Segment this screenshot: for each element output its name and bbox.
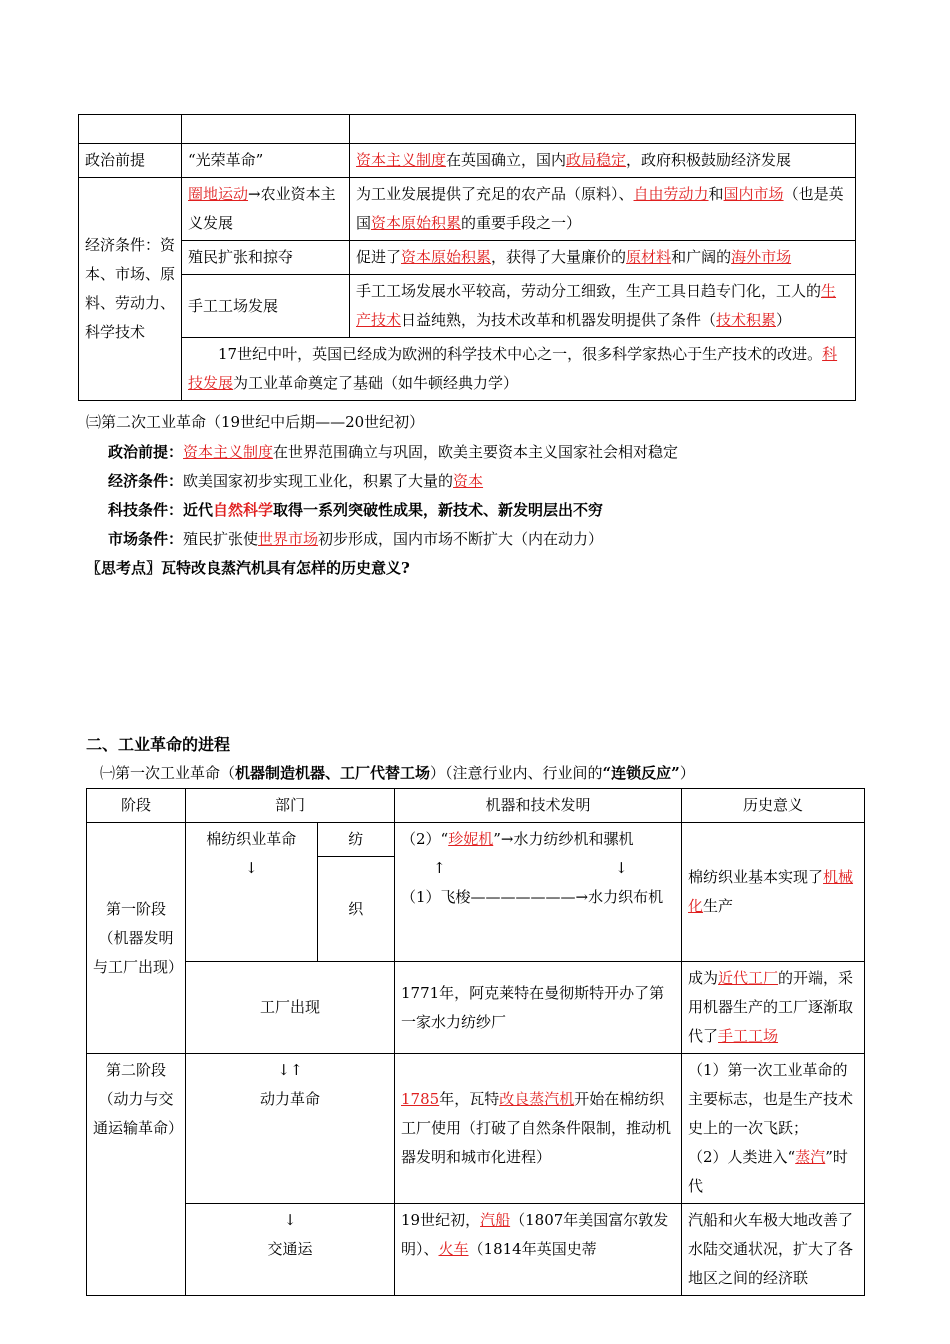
factory-invention: 1771年，阿克莱特在曼彻斯特开办了第一家水力纺纱厂 — [395, 962, 682, 1054]
key-term: 海外市场 — [731, 248, 792, 266]
text-run: 手工工场发展水平较高，劳动分工细致，生产工具日趋专门化，工人的 — [356, 282, 822, 300]
process-table — [86, 788, 865, 1296]
text-run: →农业资本主义发展 — [188, 185, 336, 232]
text-run: 在英国确立，国内 — [446, 151, 567, 169]
text-run: （2）人类进入“ — [688, 1148, 796, 1166]
text-run: （1814年英国史蒂 — [468, 1240, 597, 1258]
item-text — [183, 472, 483, 490]
text-run: 殖民扩张和掠夺 — [188, 248, 294, 266]
key-term: 资本原始积累 — [371, 214, 462, 232]
power-dept — [186, 1054, 395, 1204]
invention-line1 — [401, 825, 675, 854]
stage-two: 第二阶段（动力与交通运输革命） — [87, 1054, 186, 1296]
key-term: 1785 — [401, 1090, 440, 1108]
key-term: 蒸汽 — [795, 1148, 826, 1166]
text-run: 棉纺织业基本实现了 — [688, 868, 824, 886]
key-term: 政局稳定 — [566, 151, 627, 169]
power-label: 动力革命 — [259, 1090, 320, 1108]
market-condition — [108, 525, 603, 554]
text-run: ㈠第一次工业革命（ — [100, 764, 236, 782]
item-text — [183, 501, 603, 519]
key-term: 近代工厂 — [718, 969, 779, 987]
down-arrow-icon: ↓ — [615, 859, 628, 877]
economic-label: 经济条件：资本、市场、原料、劳动力、科学技术 — [79, 178, 182, 401]
item-text — [183, 443, 678, 461]
transport-dept — [186, 1204, 395, 1296]
political-premise — [108, 438, 678, 467]
transport-meaning: 汽船和火车极大地改善了水陆交通状况，扩大了各地区之间的经济联 — [682, 1204, 865, 1296]
text-run: “连锁反应” — [602, 764, 680, 782]
key-term: 自然科学 — [213, 501, 274, 519]
text-run: 为工业革命奠定了基础（如牛顿经典力学） — [233, 374, 519, 392]
key-term: 科技发展 — [188, 345, 838, 392]
section-title: 二、工业革命的进程 — [86, 735, 231, 754]
cotton-invention — [395, 823, 682, 962]
factory-meaning — [682, 962, 865, 1054]
text-run: 和 — [708, 185, 724, 203]
key-term: 火车 — [438, 1240, 469, 1258]
stage-one: 第一阶段（机器发明与工厂出现） — [87, 823, 186, 1054]
colonial-cause — [182, 241, 350, 275]
text-run: ，获得了大量廉价的 — [491, 248, 627, 266]
key-term: 资本主义制度 — [183, 443, 274, 461]
header-cell — [182, 115, 350, 144]
item-label: 经济条件： — [108, 472, 184, 490]
header-department: 部门 — [186, 789, 395, 823]
header-meaning: 历史意义 — [682, 789, 865, 823]
text-run: （2）“ — [401, 830, 449, 848]
key-term: 手工工场 — [718, 1027, 779, 1045]
second-revolution-heading: ㈢第二次工业革命（19世纪中后期——20世纪初） — [86, 413, 425, 431]
key-term: 世界市场 — [258, 530, 319, 548]
down-arrow-icon: ↓ — [244, 859, 258, 877]
key-term: 国内市场 — [723, 185, 784, 203]
header-invention: 机器和技术发明 — [395, 789, 682, 823]
text-run: ，政府积极鼓励经济发展 — [626, 151, 792, 169]
text-run: 近代 — [183, 501, 214, 519]
text-run: ） — [679, 764, 695, 782]
text-run: ） — [776, 311, 792, 329]
text-run: 日益纯熟，为技术改革和机器发明提供了条件（ — [401, 311, 717, 329]
text-run: 机器制造机器、工厂代替工场 — [235, 764, 431, 782]
science-desc — [182, 338, 856, 401]
text-run: 为工业发展提供了充足的农产品（原料）、 — [356, 185, 634, 203]
text-run: 开始在棉纺织工厂使用（打破了自然条件限制，推动机器发明和城市化进程） — [401, 1090, 672, 1166]
key-term: 汽船 — [480, 1211, 511, 1229]
colonial-desc — [350, 241, 856, 275]
text-run: 年，瓦特 — [439, 1090, 500, 1108]
text-run: 和广阔的 — [671, 248, 732, 266]
political-cause: “光荣革命” — [182, 144, 350, 178]
item-label: 科技条件： — [108, 501, 184, 519]
header-stage: 阶段 — [87, 789, 186, 823]
power-meaning — [682, 1054, 865, 1204]
text-run: 手工工场发展 — [188, 296, 279, 315]
key-term: 生产技术 — [356, 282, 837, 329]
text-run: ”→水力纺纱机和骡机 — [493, 830, 634, 848]
key-term: 资本 — [453, 472, 484, 490]
enclosure-cause — [182, 178, 350, 241]
weave-cell: 织 — [317, 857, 394, 962]
key-term: 改良蒸汽机 — [499, 1090, 575, 1108]
up-arrow-icon: ↑ — [433, 859, 446, 877]
text-run: ”时代 — [688, 1148, 848, 1195]
text-run: 欧美国家初步实现工业化，积累了大量的 — [183, 472, 454, 490]
text-run: 取得一系列突破性成果，新技术、新发明层出不穷 — [273, 501, 604, 519]
down-arrow-icon: ↓ — [283, 1211, 297, 1229]
text-run: 19世纪初， — [401, 1211, 481, 1229]
text-run: 的开端，采用机器生产的工厂逐渐取代了 — [688, 969, 854, 1045]
section-subtitle — [100, 759, 695, 788]
transport-label: 交通运 — [267, 1240, 313, 1258]
key-term: 资本主义制度 — [356, 151, 447, 169]
power-meaning-1: （1）第一次工业革命的主要标志，也是生产技术史上的一次飞跃； — [688, 1061, 854, 1137]
item-label: 市场条件： — [108, 530, 184, 548]
header-cell — [79, 115, 182, 144]
text-run: （也是英国 — [356, 185, 844, 232]
enclosure-desc — [350, 178, 856, 241]
key-term: 圈地运动 — [188, 185, 249, 203]
text-run: （1807年美国富尔敦发明）、 — [401, 1211, 669, 1258]
transport-invention — [395, 1204, 682, 1296]
cotton-dept — [186, 823, 318, 962]
workshop-cause — [182, 275, 350, 338]
power-meaning-2 — [688, 1143, 858, 1201]
invention-line2: （1）飞梭———————→水力织布机 — [401, 888, 664, 906]
text-run: 在世界范围确立与巩固，欧美主要资本主义国家社会相对稳定 — [273, 443, 679, 461]
political-desc — [350, 144, 856, 178]
text-run: 17世纪中叶，英国已经成为欧洲的科学技术中心之一，很多科学家热心于生产技术的改进。 — [218, 345, 823, 363]
cotton-label: 棉纺织业革命 — [206, 830, 297, 848]
item-label: 政治前提： — [108, 443, 184, 461]
key-term: 原材料 — [626, 248, 672, 266]
key-term: 珍妮机 — [448, 830, 494, 848]
cotton-meaning — [682, 823, 865, 962]
text-run: 生产 — [703, 897, 734, 915]
workshop-desc — [350, 275, 856, 338]
text-run: ）（注意行业内、行业间的 — [430, 764, 603, 782]
power-invention — [395, 1054, 682, 1204]
text-run: 促进了 — [356, 248, 402, 266]
key-term: 技术积累 — [716, 311, 777, 329]
item-text — [183, 530, 603, 548]
header-cell — [350, 115, 856, 144]
text-run: 初步形成，国内市场不断扩大（内在动力） — [318, 530, 604, 548]
spin-cell: 纺 — [317, 823, 394, 857]
tech-condition — [108, 496, 603, 525]
text-run: 成为 — [688, 969, 719, 987]
text-run: 殖民扩张使 — [183, 530, 259, 548]
think-point: 〖思考点〗瓦特改良蒸汽机具有怎样的历史意义? — [86, 559, 410, 577]
key-term: 自由劳动力 — [633, 185, 709, 203]
conditions-table — [78, 114, 856, 401]
key-term: 资本原始积累 — [401, 248, 492, 266]
key-term: 机械化 — [688, 868, 854, 915]
political-label: 政治前提 — [79, 144, 182, 178]
arrows-row — [401, 854, 675, 883]
up-down-arrow-icon: ↓↑ — [277, 1061, 303, 1079]
factory-label: 工厂出现 — [186, 962, 395, 1054]
text-run: 的重要手段之一） — [461, 214, 582, 232]
economic-condition — [108, 467, 483, 496]
